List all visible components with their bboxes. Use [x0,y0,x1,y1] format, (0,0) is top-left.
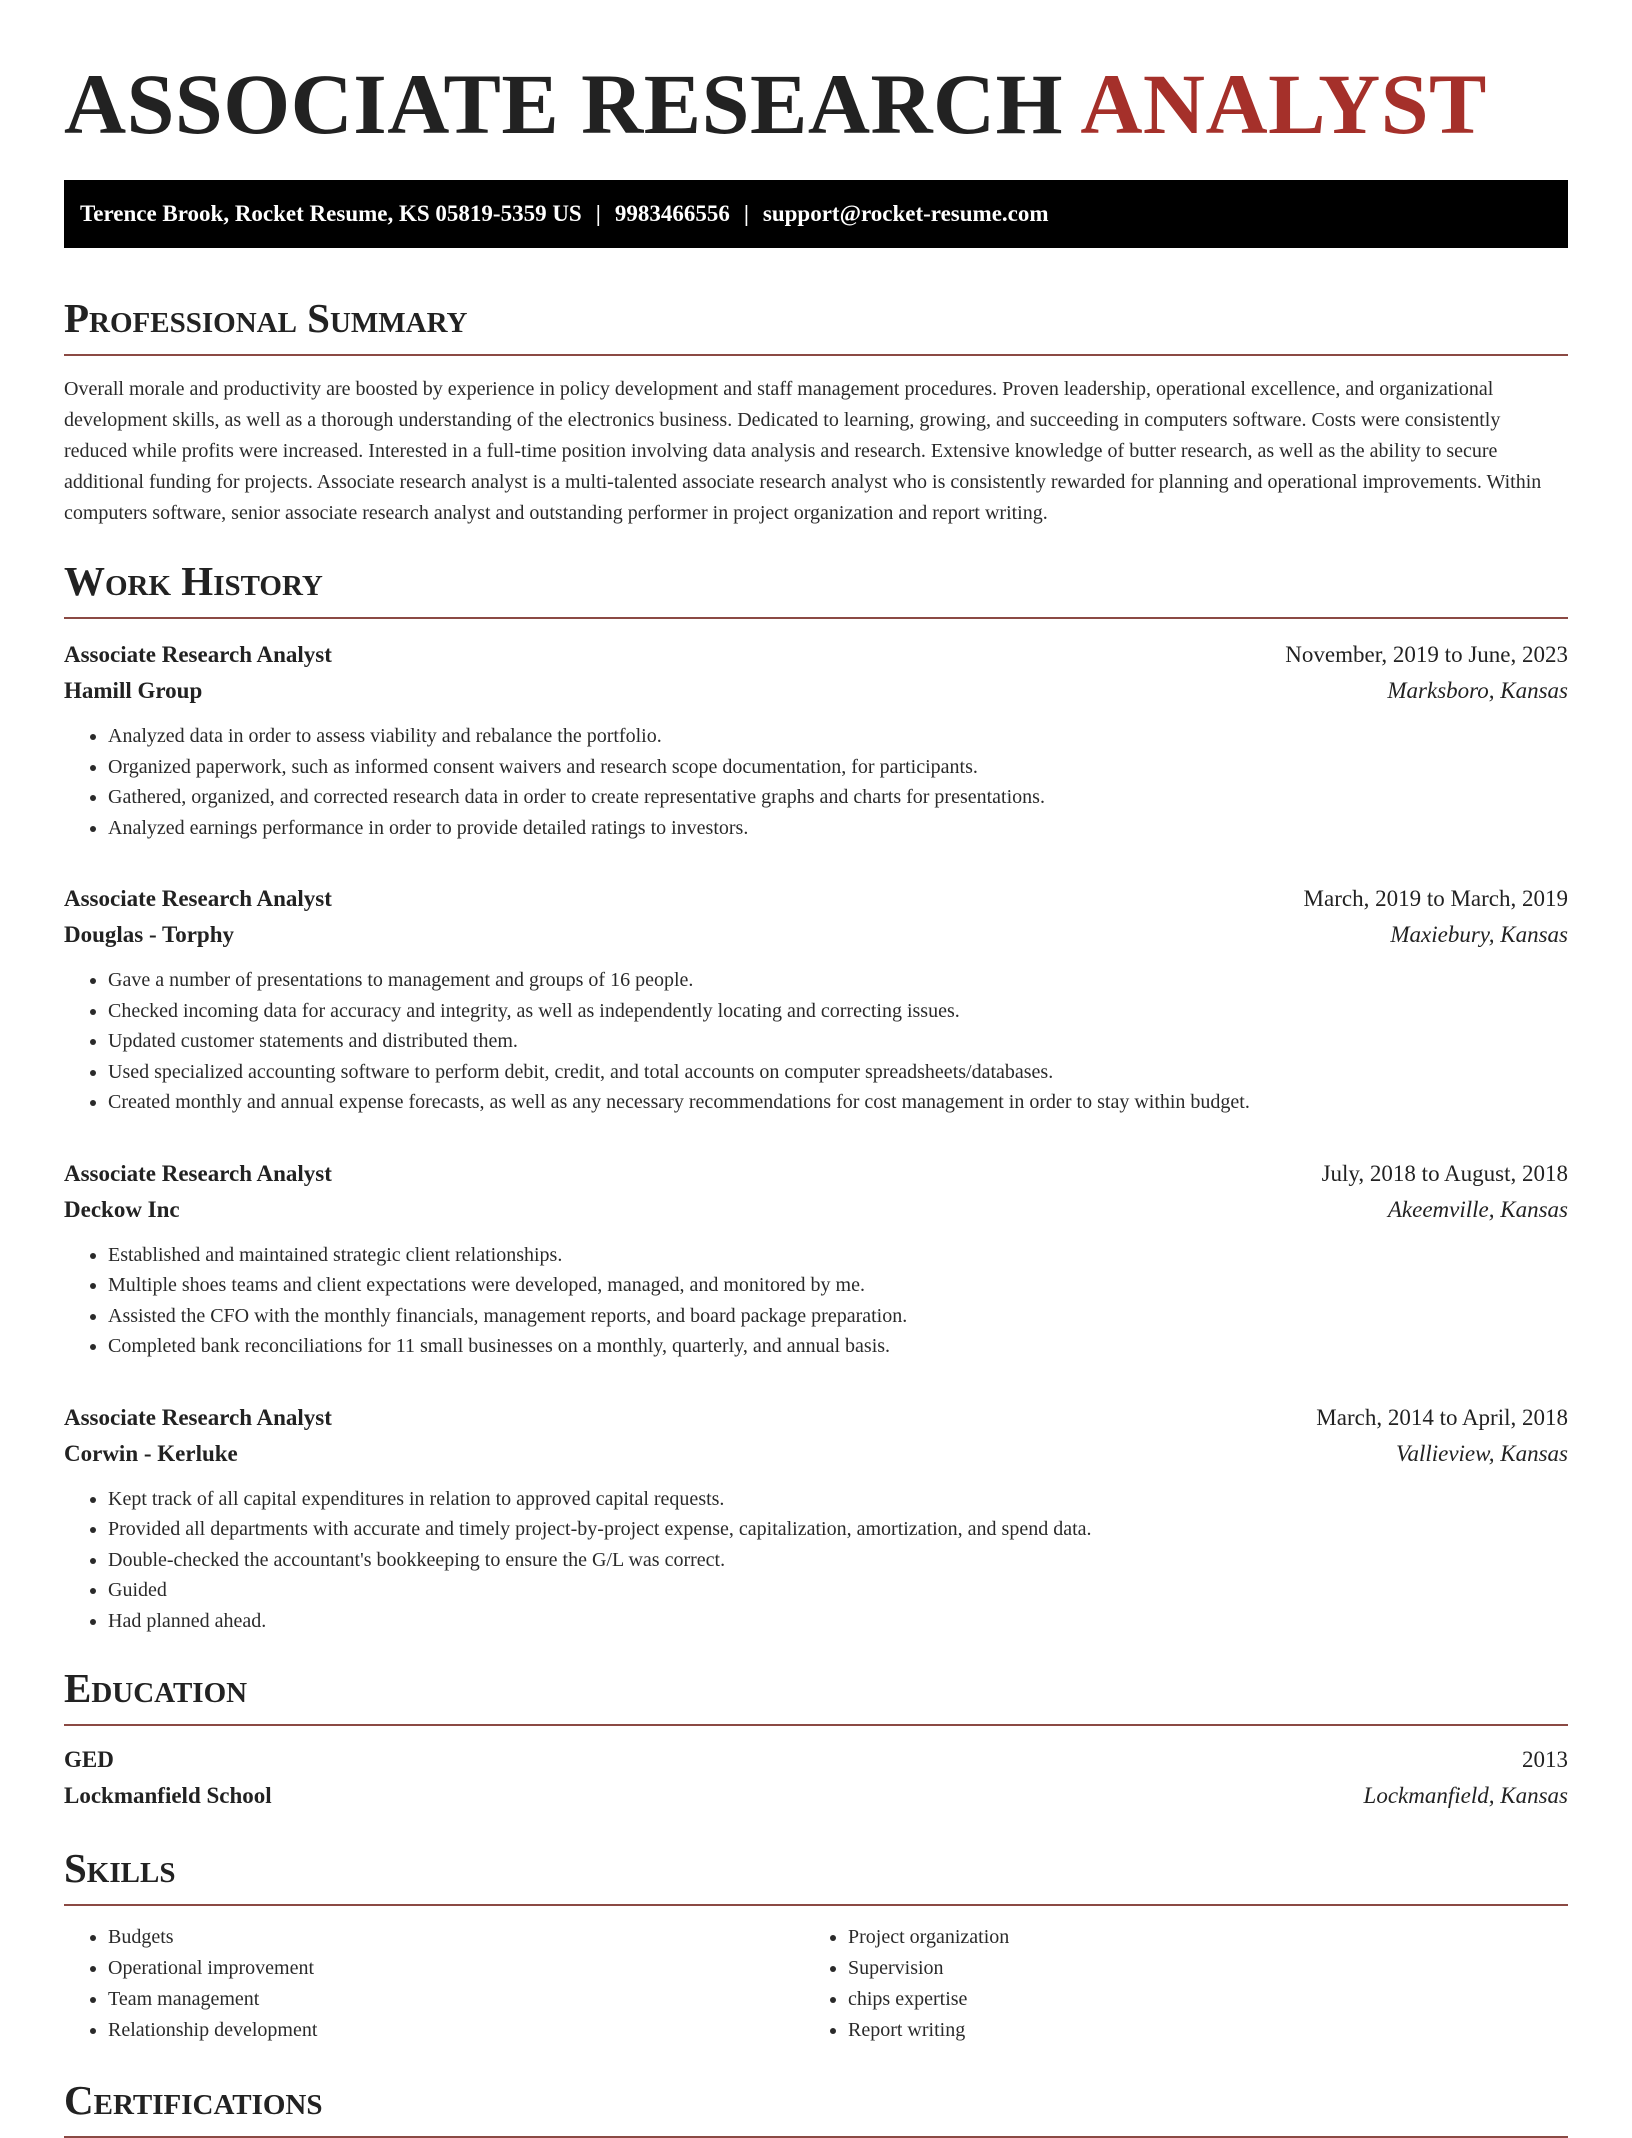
job-company: Corwin - Kerluke [64,1440,238,1466]
job-location: Marksboro, Kansas [1387,678,1568,703]
job-bullet: • Updated customer statements and distributed them. [108,1026,1568,1057]
job-bullet: • Analyzed data in order to assess viability and rebalance the portfolio. [108,721,1568,752]
job-bullets [64,1240,1568,1362]
skills-column-right [804,1922,1544,2046]
contact-email[interactable]: support@rocket-resume.com [762,201,1049,226]
job-title: Associate Research Analyst [64,886,332,911]
title-main: ASSOCIATE RESEARCH [64,56,1064,152]
job-entry [64,1156,1568,1362]
title-accent: ANALYST [1080,56,1487,152]
skill-item: • Team management [108,1984,804,2015]
section-heading-certifications: Certifications [64,2076,1568,2138]
skill-item: • Relationship development [108,2015,804,2046]
section-heading-skills: Skills [64,1844,1568,1906]
skill-item: • Project organization [848,1922,1544,1953]
job-location: Akeemville, Kansas [1387,1196,1568,1222]
job-entry [64,881,1568,1118]
job-company: Hamill Group [64,678,203,703]
job-location: Vallieview, Kansas [1395,1440,1568,1466]
job-bullet: • Multiple shoes teams and client expectations were developed, managed, and monitored by me. [108,1270,1568,1301]
section-heading-education: Education [64,1664,1568,1726]
job-entry [64,1400,1568,1637]
job-bullet: • Double-checked the accountant's bookkeeping to ensure the G/L was correct. [108,1545,1568,1576]
job-company: Douglas - Torphy [64,922,235,947]
job-location: Maxiebury, Kansas [1390,922,1568,947]
skill-item: • Supervision [848,1953,1544,1984]
education-school: Lockmanfield School [64,1783,272,1808]
job-bullet: • Completed bank reconciliations for 11 small businesses on a monthly, quarterly, and annual basis. [108,1331,1568,1362]
skill-item: • Report writing [848,2015,1544,2046]
job-title: Associate Research Analyst [64,642,332,667]
education-location: Lockmanfield, Kansas [1363,1783,1568,1808]
job-title: Associate Research Analyst [64,1404,332,1430]
skill-item: • Operational improvement [108,1953,804,1984]
job-bullets [64,1484,1568,1637]
job-title: Associate Research Analyst [64,1160,332,1186]
skills-column-left [64,1922,804,2046]
resume-page [64,0,1568,2138]
contact-bar [64,180,1568,248]
job-dates: March, 2014 to April, 2018 [1316,1404,1568,1430]
skills-grid [64,1922,1568,2046]
education-degree: GED [64,1747,114,1772]
job-bullet: • Analyzed earnings performance in order to provide detailed ratings to investors. [108,813,1568,844]
job-bullet: • Assisted the CFO with the monthly financials, management reports, and board package preparation. [108,1301,1568,1332]
job-bullets [64,965,1568,1118]
section-heading-work: Work History [64,557,1568,619]
job-bullet: • Gathered, organized, and corrected research data in order to create representative graphs and charts for presentations. [108,782,1568,813]
job-bullet: • Had planned ahead. [108,1606,1568,1637]
section-heading-summary: Professional Summary [64,294,1568,356]
skill-item: • chips expertise [848,1984,1544,2015]
job-dates: July, 2018 to August, 2018 [1321,1160,1568,1186]
summary-text: Overall morale and productivity are boosted by experience in policy development and staff management procedures. Proven leadership, operational excellence, and organizational development skills, as well as a thorough understanding of the electronics business. Dedicated to learning, growing, and succeeding in computers software. Costs were consistently reduced while profits were increased. Interested in a full-time position involving data analysis and research. Extensive knowledge of butter research, as well as the ability to secure additional funding for projects. Associate research analyst is a multi-talented associate research analyst who is consistently rewarded for planning and operational improvements. Within computers software, senior associate research analyst and outstanding performer in project organization and report writing. [64,378,1542,524]
job-company: Deckow Inc [64,1196,180,1222]
education-entry [64,1742,1568,1814]
resume-title [64,58,1568,150]
skills-section [64,1844,1568,2046]
contact-separator: | [595,201,601,226]
certifications-section [64,2076,1568,2138]
job-dates: November, 2019 to June, 2023 [1285,642,1568,667]
job-entry [64,637,1568,843]
work-history-section [64,557,1568,1636]
education-section [64,1664,1568,1814]
job-bullet: • Checked incoming data for accuracy and integrity, as well as independently locating and correcting issues. [108,996,1568,1027]
job-bullet: • Gave a number of presentations to management and groups of 16 people. [108,965,1568,996]
job-bullet: • Created monthly and annual expense forecasts, as well as any necessary recommendations for cost management in order to stay within budget. [108,1087,1568,1118]
job-dates: March, 2019 to March, 2019 [1303,886,1568,911]
job-bullet: • Established and maintained strategic client relationships. [108,1240,1568,1271]
job-bullets [64,721,1568,843]
contact-separator: | [743,201,749,226]
job-bullet: • Guided [108,1575,1568,1606]
job-bullet: • Provided all departments with accurate and timely project-by-project expense, capitalization, amortization, and spend data. [108,1514,1568,1545]
contact-phone: 9983466556 [614,201,730,226]
job-bullet: • Used specialized accounting software to perform debit, credit, and total accounts on computer spreadsheets/databases. [108,1057,1568,1088]
education-year: 2013 [1522,1747,1568,1772]
job-bullet: • Kept track of all capital expenditures in relation to approved capital requests. [108,1484,1568,1515]
job-bullet: • Organized paperwork, such as informed consent waivers and research scope documentation, for participants. [108,752,1568,783]
skill-item: • Budgets [108,1922,804,1953]
professional-summary-section [64,294,1568,529]
contact-address: Terence Brook, Rocket Resume, KS 05819-5359 US [80,201,582,226]
